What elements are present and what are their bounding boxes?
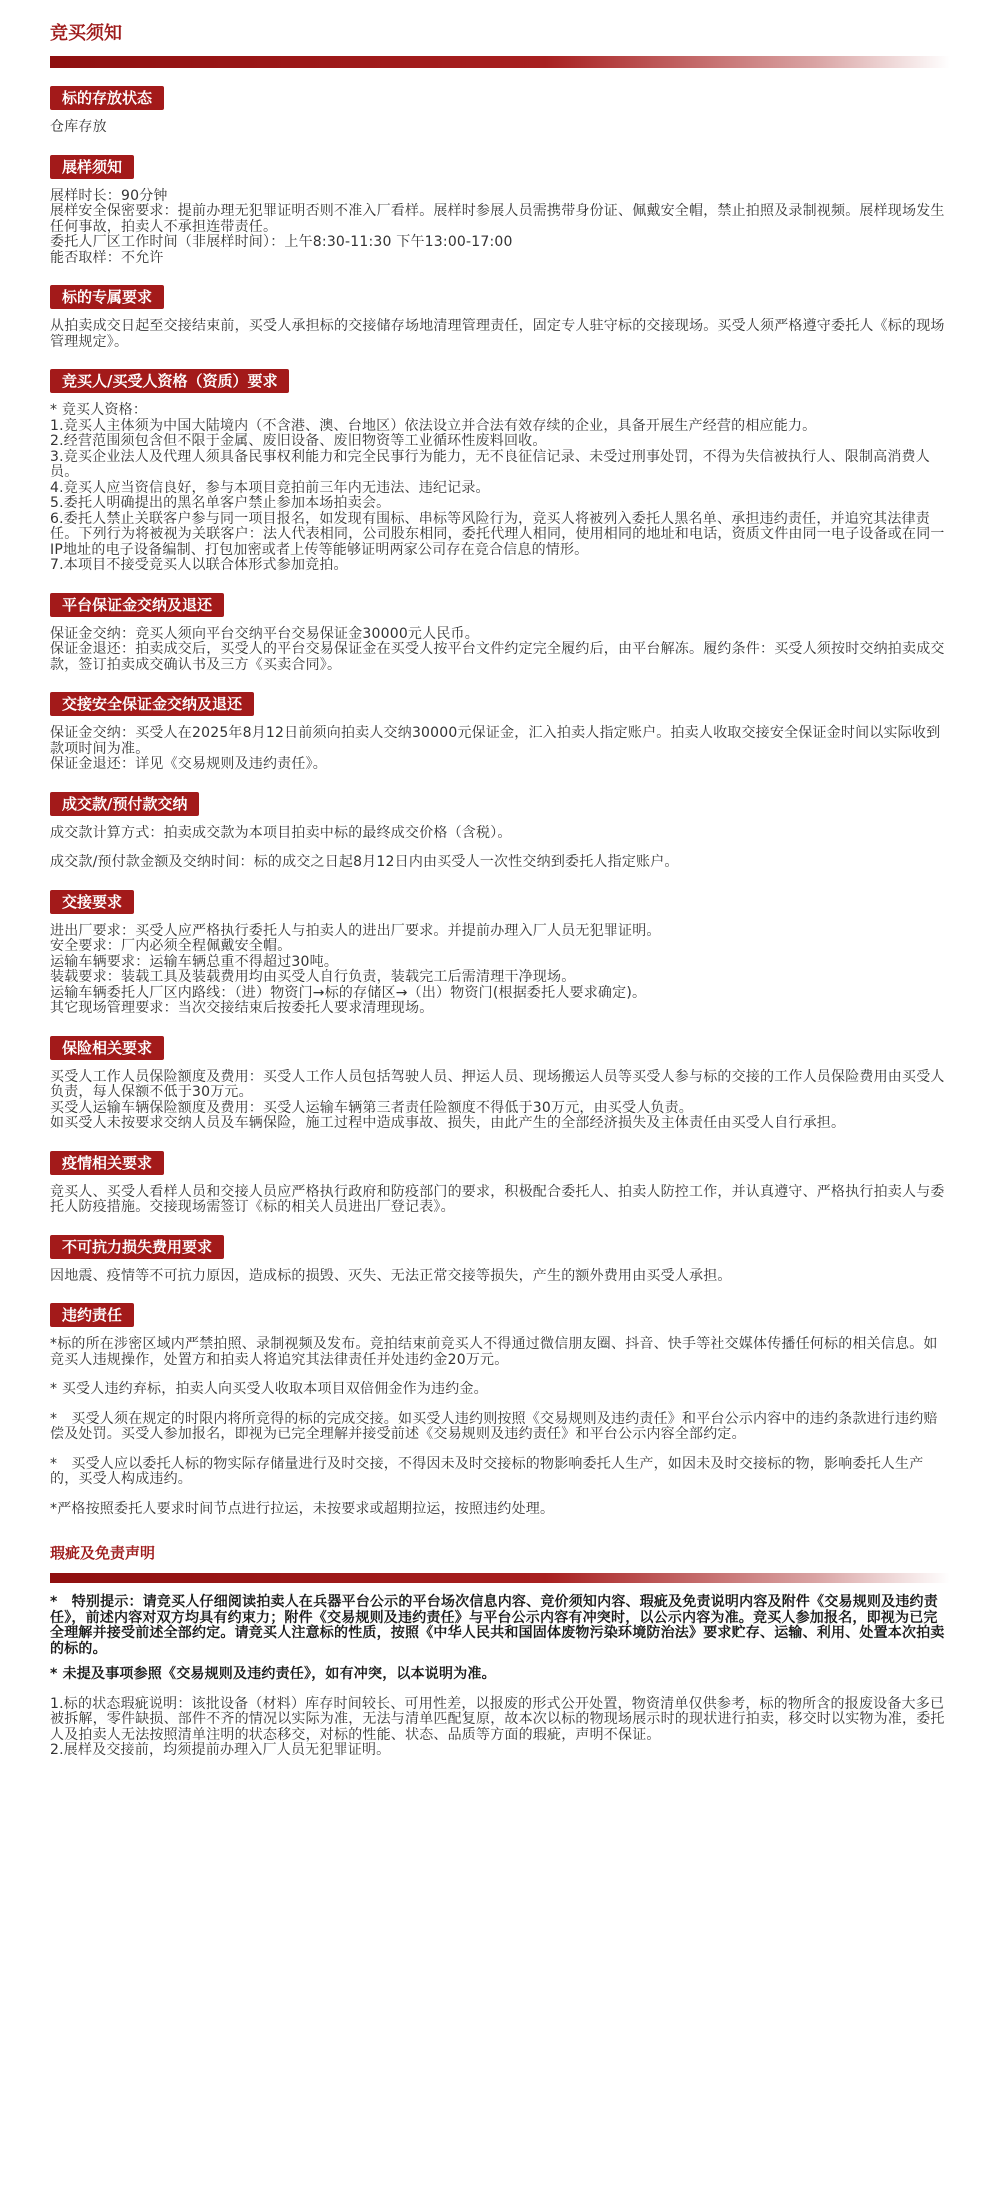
section-body xyxy=(50,826,950,871)
section-line: *严格按照委托人要求时间节点进行拉运，未按要求或超期拉运，按照违约处理。 xyxy=(50,1500,555,1517)
section-body xyxy=(50,627,950,674)
disclaimer-body xyxy=(50,1595,950,1759)
page-title: 竞买须知 xyxy=(50,23,122,44)
notice-page xyxy=(50,0,950,1759)
section-line: 委托人厂区工作时间（非展样时间）：上午8:30-11:30 下午13:00-17:00 xyxy=(50,234,513,250)
section-heading: 疫情相关要求 xyxy=(50,1151,164,1175)
title-divider xyxy=(50,56,950,68)
section-heading: 违约责任 xyxy=(50,1303,134,1327)
section-body xyxy=(50,726,950,773)
section-body xyxy=(50,1185,950,1216)
section-heading: 交接安全保证金交纳及退还 xyxy=(50,692,254,716)
disclaimer-title: 瑕疵及免责声明 xyxy=(50,1544,156,1562)
section-line: *标的所在涉密区域内严禁拍照、录制视频及发布。竞拍结束前竞买人不得通过微信朋友圈、抖音、快手等社交媒体传播任何标的相关信息。如竞买人违规操作，处置方和拍卖人将追究其法律责任并处违约金20万元。 xyxy=(50,1336,938,1368)
section-storage-status xyxy=(50,86,950,136)
section-line: * 买受人应以委托人标的物实际存储量进行及时交接，不得因未及时交接标的物影响委托人生产，如因未及时交接标的物，影响委托人生产的，买受人构成违约。 xyxy=(50,1455,924,1487)
section-line: 仓库存放 xyxy=(50,119,107,135)
section-line: 展样时长：90分钟 xyxy=(50,187,168,204)
section-line: 运输车辆委托人厂区内路线：（进）物资门→标的存储区→（出）物资门(根据委托人要求确定)。 xyxy=(50,984,647,1001)
section-line: 装载要求：装载工具及装载费用均由买受人自行负责，装载完工后需清理干净现场。 xyxy=(50,969,576,985)
section-line: 成交款/预付款金额及交纳时间：标的成交之日起8月12日内由买受人一次性交纳到委托人指定账户。 xyxy=(50,854,679,870)
section-body xyxy=(50,319,950,350)
disclaimer-divider xyxy=(50,1573,950,1583)
section-body xyxy=(50,1337,950,1517)
section-heading: 展样须知 xyxy=(50,155,134,179)
section-heading: 保险相关要求 xyxy=(50,1036,164,1060)
section-payment xyxy=(50,792,950,871)
section-heading: 标的存放状态 xyxy=(50,86,164,110)
section-heading: 不可抗力损失费用要求 xyxy=(50,1235,224,1259)
section-line: 7.本项目不接受竞买人以联合体形式参加竞拍。 xyxy=(50,557,348,573)
section-line: * 竞买人资格： xyxy=(50,402,148,418)
section-heading: 标的专属要求 xyxy=(50,285,164,309)
section-body xyxy=(50,189,950,267)
section-line: 6.委托人禁止关联客户参与同一项目报名，如发现有围标、串标等风险行为，竞买人将被列入委托人黑名单、承担违约责任，并追究其法律责任。下列行为将被视为关联客户：法人代表相同，公司股东相同，委托代理人相同，使用相同的地址和电话，资质文件由同一电子设备或在同一IP地址的电子设备编制、打包加密或者上传等能够证明两家公司存在竞合信息的情形。 xyxy=(50,510,945,558)
disclaimer-line: 2.展样及交接前，均须提前办理入厂人员无犯罪证明。 xyxy=(50,1742,391,1758)
section-force-majeure xyxy=(50,1235,950,1285)
section-line: 保证金退还：拍卖成交后，买受人的平台交易保证金在买受人按平台文件约定完全履约后，由平台解冻。履约条件：买受人须按时交纳拍卖成交款，签订拍卖成交确认书及三方《买卖合同》。 xyxy=(50,641,945,673)
section-line: 1.竞买人主体须为中国大陆境内（不含港、澳、台地区）依法设立并合法有效存续的企业，具备开展生产经营的相应能力。 xyxy=(50,417,817,434)
section-body xyxy=(50,1070,950,1132)
section-handover-deposit xyxy=(50,692,950,773)
section-line: 其它现场管理要求：当次交接结束后按委托人要求清理现场。 xyxy=(50,1000,434,1016)
section-line: 保证金退还：详见《交易规则及违约责任》。 xyxy=(50,756,327,772)
section-line: * 买受人违约弃标，拍卖人向买受人收取本项目双倍佣金作为违约金。 xyxy=(50,1381,488,1397)
disclaimer-bold-line: * 未提及事项参照《交易规则及违约责任》，如有冲突，以本说明为准。 xyxy=(50,1666,496,1682)
section-heading: 平台保证金交纳及退还 xyxy=(50,593,224,617)
disclaimer-line: 1.标的状态瑕疵说明：该批设备（材料）库存时间较长、可用性差，以报废的形式公开处置，物资清单仅供参考，标的物所含的报废设备大多已被拆解，零件缺损、部件不齐的情况以实际为准，无法与清单匹配复原，故本次以标的物现场展示时的现状进行拍卖，移交时以实物为准，委托人及拍卖人无法按照清单注明的状态移交，对标的性能、状态、品质等方面的瑕疵，声明不保证。 xyxy=(50,1695,945,1743)
section-insurance xyxy=(50,1036,950,1132)
section-sample-viewing xyxy=(50,155,950,267)
section-line: 成交款计算方式：拍卖成交款为本项目拍卖中标的最终成交价格（含税）。 xyxy=(50,824,512,841)
section-heading: 交接要求 xyxy=(50,890,134,914)
section-body xyxy=(50,1269,950,1285)
section-body xyxy=(50,924,950,1017)
section-line: 保证金交纳：竞买人须向平台交纳平台交易保证金30000元人民币。 xyxy=(50,625,479,642)
section-body xyxy=(50,120,950,136)
section-line: 能否取样：不允许 xyxy=(50,249,164,266)
section-special-requirements xyxy=(50,285,950,350)
section-line: 买受人运输车辆保险额度及费用：买受人运输车辆第三者责任险额度不得低于30万元，由买受人负责。 xyxy=(50,1099,694,1116)
disclaimer-bold-line: * 特别提示：请竞买人仔细阅读拍卖人在兵器平台公示的平台场次信息内容、竞价须知内容、瑕疵及免责说明内容及附件《交易规则及违约责任》，前述内容对双方均具有约束力；附件《交易规则及违约责任》与平台公示内容有冲突时，以公示内容为准。竞买人参加报名，即视为已完全理解并接受前述全部约定。请竞买人注意标的性质，按照《中华人民共和国固体废物污染环境防治法》要求贮存、运输、利用、处置本次拍卖的标的。 xyxy=(50,1594,945,1657)
section-line: 运输车辆要求：运输车辆总重不得超过30吨。 xyxy=(50,953,339,970)
section-handover-requirements xyxy=(50,890,950,1017)
section-line: 如买受人未按要求交纳人员及车辆保险，施工过程中造成事故、损失，由此产生的全部经济损失及主体责任由买受人自行承担。 xyxy=(50,1115,846,1131)
section-line: 3.竞买企业法人及代理人须具备民事权利能力和完全民事行为能力，无不良征信记录、未受过刑事处罚，不得为失信被执行人、限制高消费人员。 xyxy=(50,448,930,480)
section-breach-liability xyxy=(50,1303,950,1517)
section-line: 买受人工作人员保险额度及费用：买受人工作人员包括驾驶人员、押运人员、现场搬运人员等买受人参与标的交接的工作人员保险费用由买受人负责，每人保额不低于30万元。 xyxy=(50,1068,945,1100)
section-platform-deposit xyxy=(50,593,950,674)
section-line: 从拍卖成交日起至交接结束前，买受人承担标的交接储存场地清理管理责任，固定专人驻守标的交接现场。买受人须严格遵守委托人《标的现场管理规定》。 xyxy=(50,318,945,350)
section-heading: 竞买人/买受人资格（资质）要求 xyxy=(50,369,289,393)
section-line: 竞买人、买受人看样人员和交接人员应严格执行政府和防疫部门的要求，积极配合委托人、拍卖人防控工作，并认真遵守、严格执行拍卖人与委托人防疫措施。交接现场需签订《标的相关人员进出厂登记表》。 xyxy=(50,1183,945,1215)
sections-container xyxy=(50,86,950,1517)
section-line: 因地震、疫情等不可抗力原因，造成标的损毁、灭失、无法正常交接等损失，产生的额外费用由买受人承担。 xyxy=(50,1267,732,1284)
section-bidder-qualification xyxy=(50,369,950,574)
section-line: 展样安全保密要求：提前办理无犯罪证明否则不准入厂看样。展样时参展人员需携带身份证、佩戴安全帽，禁止拍照及录制视频。展样现场发生任何事故，拍卖人不承担连带责任。 xyxy=(50,203,945,235)
section-line: 2.经营范围须包含但不限于金属、废旧设备、废旧物资等工业循环性废料回收。 xyxy=(50,433,547,449)
section-line: 进出厂要求：买受人应严格执行委托人与拍卖人的进出厂要求。并提前办理入厂人员无犯罪证明。 xyxy=(50,922,661,939)
section-epidemic xyxy=(50,1151,950,1216)
section-line: 安全要求：厂内必须全程佩戴安全帽。 xyxy=(50,938,292,954)
section-line: * 买受人须在规定的时限内将所竞得的标的完成交接。如买受人违约则按照《交易规则及违约责任》和平台公示内容中的违约条款进行违约赔偿及处罚。买受人参加报名，即视为已完全理解并接受前述《交易规则及违约责任》和平台公示内容全部约定。 xyxy=(50,1410,938,1442)
section-line: 4.竞买人应当资信良好，参与本项目竞拍前三年内无违法、违纪记录。 xyxy=(50,479,490,496)
section-body xyxy=(50,403,950,574)
section-heading: 成交款/预付款交纳 xyxy=(50,792,199,816)
section-line: 5.委托人明确提出的黑名单客户禁止参加本场拍卖会。 xyxy=(50,495,391,511)
section-line: 保证金交纳：买受人在2025年8月12日前须向拍卖人交纳30000元保证金，汇入拍卖人指定账户。拍卖人收取交接安全保证金时间以实际收到款项时间为准。 xyxy=(50,725,941,757)
